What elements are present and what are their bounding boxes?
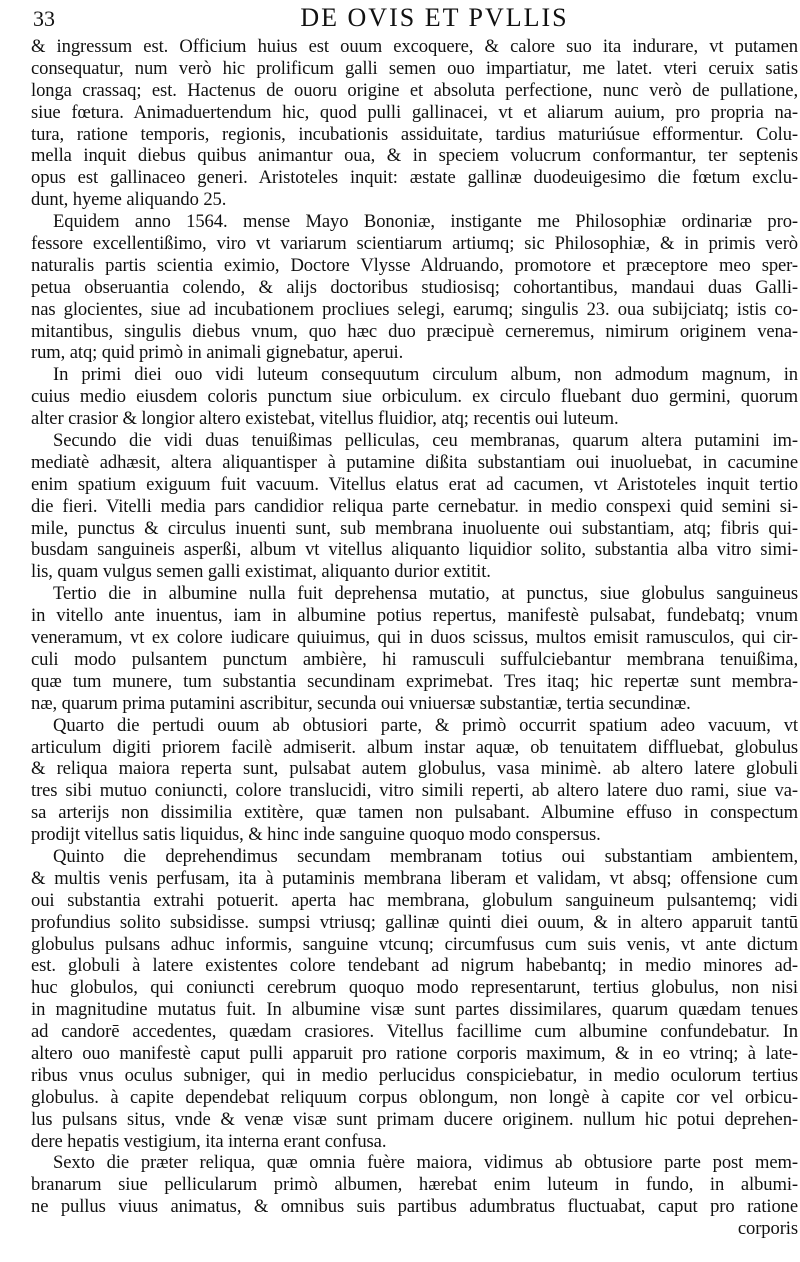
text-line: Quarto die pertudi ouum ab obtusiori parte, & primò occurrit spatium adeo vacuum, vt bbox=[53, 714, 798, 736]
text-line: tura, ratione temporis, regionis, incubationis assiduitate, tardius maturiúsue efformentur. Colu- bbox=[31, 123, 798, 145]
text-line: lis, quam vulgus semen galli existimat, aliquanto durior extitit. bbox=[31, 561, 491, 583]
text-line: & reliqua maiora reperta sunt, pulsabat autem globulus, vasa minimè. ab altero latere globuli bbox=[31, 758, 798, 780]
text-line: enim spatium exiguum fuit vacuum. Vitellus elatus erat ad cacumen, vt Aristoteles inquit tertio bbox=[31, 473, 798, 495]
text-line: næ, quarum prima putamini ascribitur, secunda oui vniuersæ substantiæ, tertia secundinæ. bbox=[31, 692, 691, 714]
text-line: profundius solito subsidisse. sumpsi vtriusq; gallinæ quinti diei ouum, & in altero apparuit tantū bbox=[31, 911, 798, 933]
text-line: naturalis partis scientia eximio, Doctore Vlysse Aldruando, promotore et præceptore meo sper- bbox=[31, 254, 798, 276]
text-line: & multis venis perfusam, ita à putaminis membrana liberam et validam, vt absq; offensione cum bbox=[31, 867, 798, 889]
text-line: sa arterijs non dissimilia extitère, quæ tamen non pulsabant. Albumine effuso in conspectum bbox=[31, 802, 798, 824]
text-line: longa crassaq; est. Hactenus de ouoru origine et absoluta perfectione, nunc verò de pullatione, bbox=[31, 79, 798, 101]
text-line: globulus pulsans adhuc informis, sanguine vtcunq; circumfusus cum suis venis, vt ante dictum bbox=[31, 933, 798, 955]
text-line: quæ tum munere, tum substantia secundinam exprimebat. Tres itaq; hic repertæ sunt membra- bbox=[31, 670, 798, 692]
text-line: mella inquit diebus quibus animantur oua, & in speciem volucrum conformantur, ter septenis bbox=[31, 145, 798, 167]
text-line: ribus vnus oculus subniger, qui in medio perlucidus conspiciebatur, in medio oculorum tertius bbox=[31, 1064, 798, 1086]
text-line: die fieri. Vitelli media pars candidior reliqua parte cernebatur. in medio conspexi quid semini si- bbox=[31, 495, 798, 517]
text-line: in vitello ante inuentus, iam in albumine potius repertus, manifestè pulsabat, fundebatq; vnum bbox=[31, 605, 798, 627]
text-line: mile, punctus & circulus inuenti sunt, sub membrana inuoluente oui substantiam, atq; fibris qui- bbox=[31, 517, 798, 539]
text-line: siue fœtura. Animaduertendum hic, quod pulli gallinacei, vt et aliarum auium, pro propria na- bbox=[31, 101, 798, 123]
text-line: In primi diei ouo vidi luteum consequutum circulum album, non admodum magnum, in bbox=[53, 364, 798, 386]
body-text bbox=[31, 36, 798, 1240]
text-line: petua obseruantia colendo, & alijs doctoribus studiosisq; cohortantibus, mandaui duas Galli- bbox=[31, 276, 798, 298]
text-line: huc globulos, qui coniuncti cerebrum quoquo modo representarunt, tertius globulus, non nisi bbox=[31, 977, 798, 999]
text-line: cuius medio eiusdem coloris punctum siue orbiculum. ex circulo fluebant duo germini, quorum bbox=[31, 386, 798, 408]
text-line: in magnitudine mutatus fuit. In albumine visæ sunt partes dissimilares, quarum quædam tenues bbox=[31, 999, 798, 1021]
text-line: opus est gallinaceo generi. Aristoteles inquit: æstate gallinæ duodeuigesimo die fœtum exclu- bbox=[31, 167, 798, 189]
text-line: nas glocientes, siue ad incubationem procliues selegi, earumq; singulis 23. oua subijciatq; istis co- bbox=[31, 298, 798, 320]
text-line: consequatur, num verò hic prolificum galli semen ouo impartiatur, me latet. vteri ceruix satis bbox=[31, 57, 798, 79]
text-line: ad candorē accedentes, quædam crasiores. Vitellus facillime cum albumine confundebatur. In bbox=[31, 1021, 798, 1043]
text-line: articulum digiti priorem facilè admiserit. album instar aquæ, ob tenuitatem diffluebat, globulus bbox=[31, 736, 798, 758]
text-line: dunt, hyeme aliquando 25. bbox=[31, 189, 227, 211]
text-line: branarum siue pellicularum primò albumen, hærebat enim luteum in fundo, in albumi- bbox=[31, 1174, 798, 1196]
text-line: veneramum, vt ex colore iudicare quiuimus, qui in duos scissus, multos emisit ramusculos, qui cir- bbox=[31, 627, 798, 649]
text-line: & ingressum est. Officium huius est ouum excoquere, & calore suo ita indurare, vt putamen bbox=[31, 36, 798, 57]
text-line: busdam sanguineis asperßi, album vt vitellus aliquanto liquidior solito, substantia alba vitro simi- bbox=[31, 539, 798, 561]
text-line: oui substantia extrahi potuerit. aperta hac membrana, globulum sanguineum pulsantemq; vidi bbox=[31, 889, 798, 911]
text-line: ne pullus viuus animatus, & omnibus suis partibus adumbratus fluctuabat, caput pro ratione bbox=[31, 1196, 798, 1218]
text-line: Sexto die præter reliqua, quæ omnia fuère maiora, vidimus ab obtusiore parte post mem- bbox=[53, 1152, 798, 1174]
text-line: est. globuli à latere existentes colore tendebant ad nigrum habebantq; in medio minores ad- bbox=[31, 955, 798, 977]
text-line: rum, atq; quid primò in animali gignebatur, aperui. bbox=[31, 342, 404, 364]
text-line: Quinto die deprehendimus secundam membranam totius oui substantiam ambientem, bbox=[53, 845, 798, 867]
text-line: Secundo die vidi duas tenuißimas pelliculas, ceu membranas, quarum altera putamini im- bbox=[53, 430, 798, 452]
text-line: mediatè adhæsit, altera aliquantisper à putamine dißita substantiam oui inuoluebat, in cacumine bbox=[31, 451, 798, 473]
running-head: DE OVIS ET PVLLIS bbox=[300, 3, 569, 32]
page-number: 33 bbox=[33, 6, 55, 31]
text-line: dere hepatis vestigium, ita interna erant confusa. bbox=[31, 1130, 387, 1152]
text-line: prodijt vitellus satis liquidus, & hinc inde sanguine quoquo modo conspersus. bbox=[31, 824, 601, 846]
page-header bbox=[31, 0, 798, 36]
text-line: mitantibus, singulis diebus vnum, quo hæc duo præcipuè cerneremus, nimirum originem vena- bbox=[31, 320, 798, 342]
text-line: Tertio die in albumine nulla fuit deprehensa mutatio, at punctus, siue globulus sanguineus bbox=[53, 583, 798, 605]
text-line: Equidem anno 1564. mense Mayo Bononiæ, instigante me Philosophiæ ordinariæ pro- bbox=[53, 211, 798, 233]
text-line: lus pulsans situs, vnde & venæ visæ sunt primam ducere originem. nullum hic potui deprehen- bbox=[31, 1108, 798, 1130]
text-line: culi modo pulsantem punctum ambière, hi ramusculi suffulciebantur membrana tenuißima, bbox=[31, 648, 798, 670]
text-line: fessore excellentißimo, viro vt variarum scientiarum artiumq; sic Philosophiæ, & in primis verò bbox=[31, 233, 798, 255]
text-line: corporis bbox=[737, 1218, 798, 1240]
text-line: alter crasior & longior altero existebat, vitellus fluidior, atq; recentis oui luteum. bbox=[31, 408, 619, 430]
text-line: globulus. à capite dependebat reliquum corpus oblongum, non longè à capite cor vel orbicu- bbox=[31, 1086, 798, 1108]
text-line: altero ouo manifestè caput pulli apparuit pro ratione corporis maximum, & in eo vtrinq; à late- bbox=[31, 1042, 798, 1064]
text-line: tres sibi mutuo coniuncti, colore translucidi, vitro simili reperti, ab altero latere duo rami, siue va- bbox=[31, 780, 798, 802]
